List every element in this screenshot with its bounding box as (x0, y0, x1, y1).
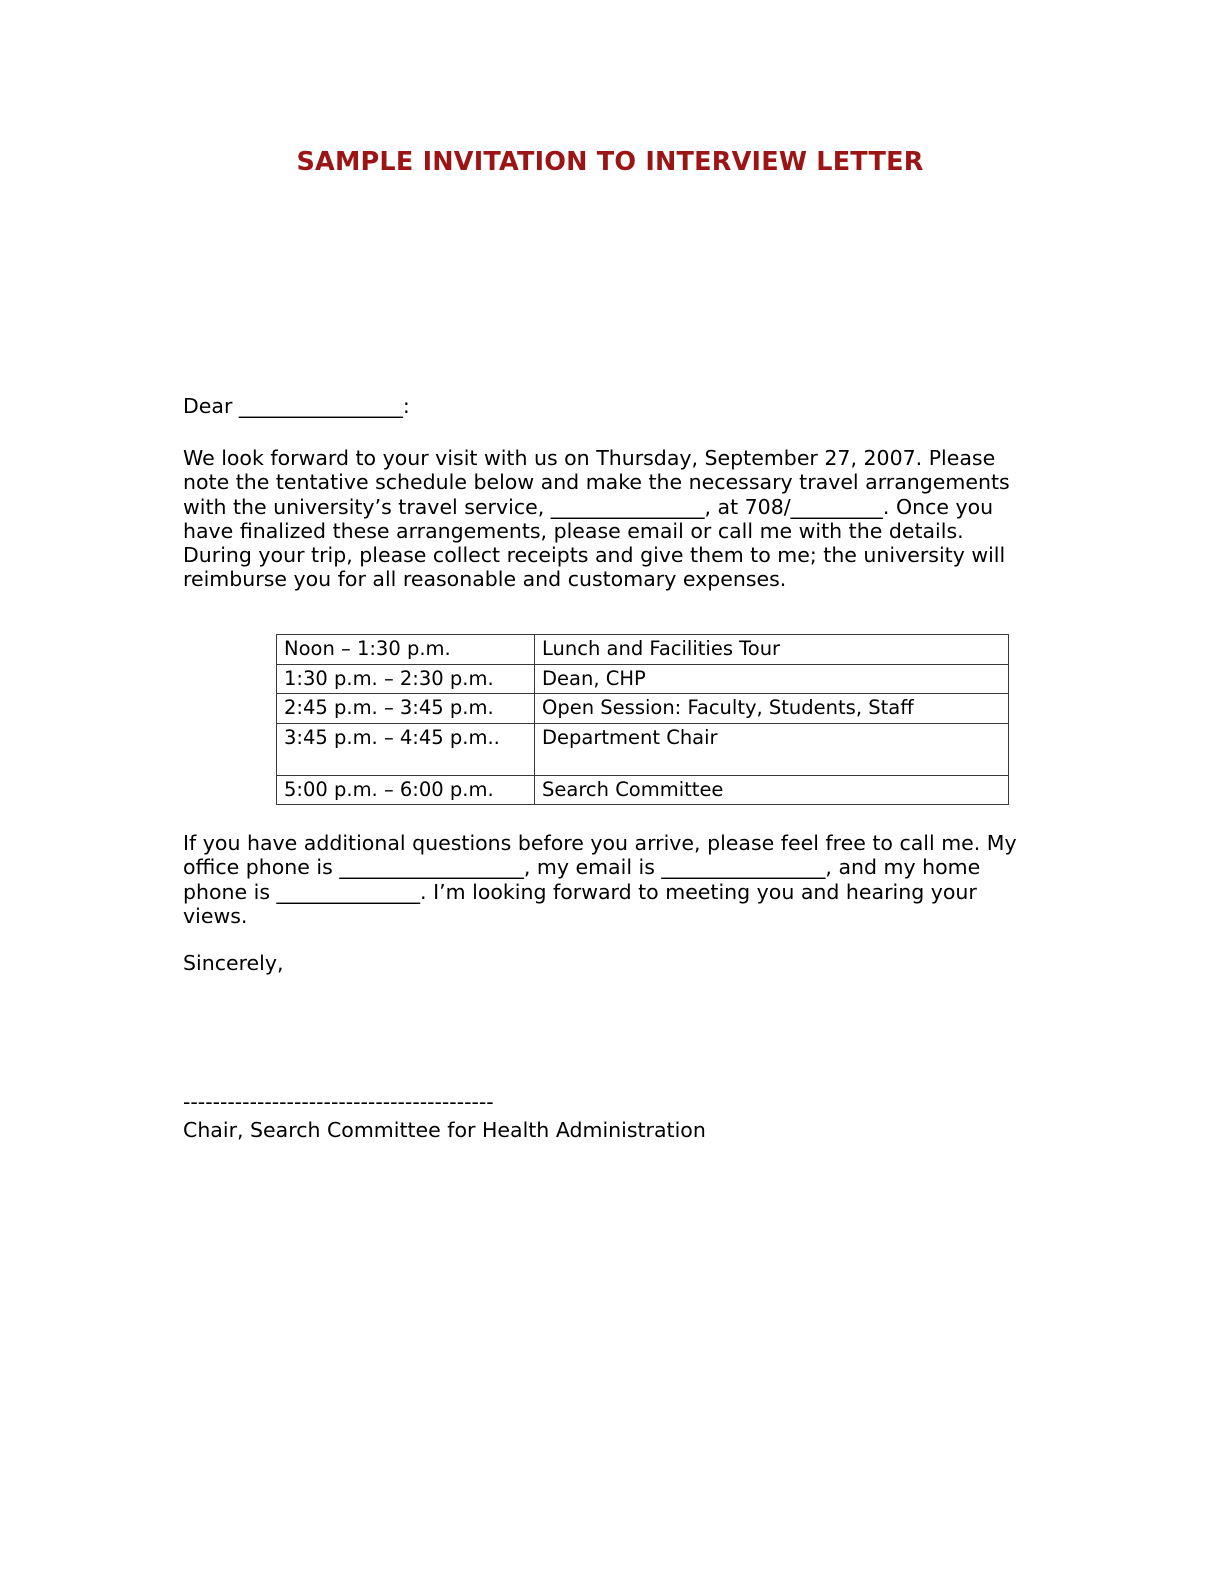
schedule-event-cell: Lunch and Facilities Tour (535, 635, 1009, 665)
schedule-event-cell: Dean, CHP (535, 664, 1009, 694)
intro-paragraph: We look forward to your visit with us on Thursday, September 27, 2007. Please note the tentative schedule below and make the necessary travel arrangements with the university’s travel service, _______________, at 708/_________. Once you have finalized these arrangements, please email or call me with the details. During your trip, please collect receipts and give them to me; the university will reimburse you for all reasonable and customary expenses. (183, 446, 1010, 592)
table-row (277, 635, 1009, 665)
schedule-time-cell: 2:45 p.m. – 3:45 p.m. (277, 694, 535, 724)
schedule-time-cell: 5:00 p.m. – 6:00 p.m. (277, 775, 535, 805)
schedule-event-cell: Department Chair (535, 723, 1009, 775)
table-row (277, 694, 1009, 724)
signature-title: Chair, Search Committee for Health Administration (183, 1118, 706, 1142)
signature-rule: ------------------------------------------ (183, 1090, 494, 1114)
page-title: SAMPLE INVITATION TO INTERVIEW LETTER (296, 147, 924, 177)
schedule-time-cell: Noon – 1:30 p.m. (277, 635, 535, 665)
schedule-table (276, 634, 1009, 805)
schedule-event-cell: Open Session: Faculty, Students, Staff (535, 694, 1009, 724)
signature-block (183, 1091, 706, 1143)
table-row (277, 775, 1009, 805)
schedule-event-cell: Search Committee (535, 775, 1009, 805)
table-row (277, 723, 1009, 775)
table-row (277, 664, 1009, 694)
closing-paragraph: If you have additional questions before you arrive, please feel free to call me. My office phone is __________________, my email is ________________, and my home phone is ______________. I’m looking forward to meeting you and hearing your views. (183, 831, 1017, 928)
schedule-time-cell: 3:45 p.m. – 4:45 p.m.. (277, 723, 535, 775)
schedule-time-cell: 1:30 p.m. – 2:30 p.m. (277, 664, 535, 694)
schedule-table-wrapper (276, 634, 978, 805)
salutation-line: Dear ________________: (183, 394, 410, 418)
closing-salutation: Sincerely, (183, 951, 284, 975)
schedule-table-body (277, 635, 1009, 805)
